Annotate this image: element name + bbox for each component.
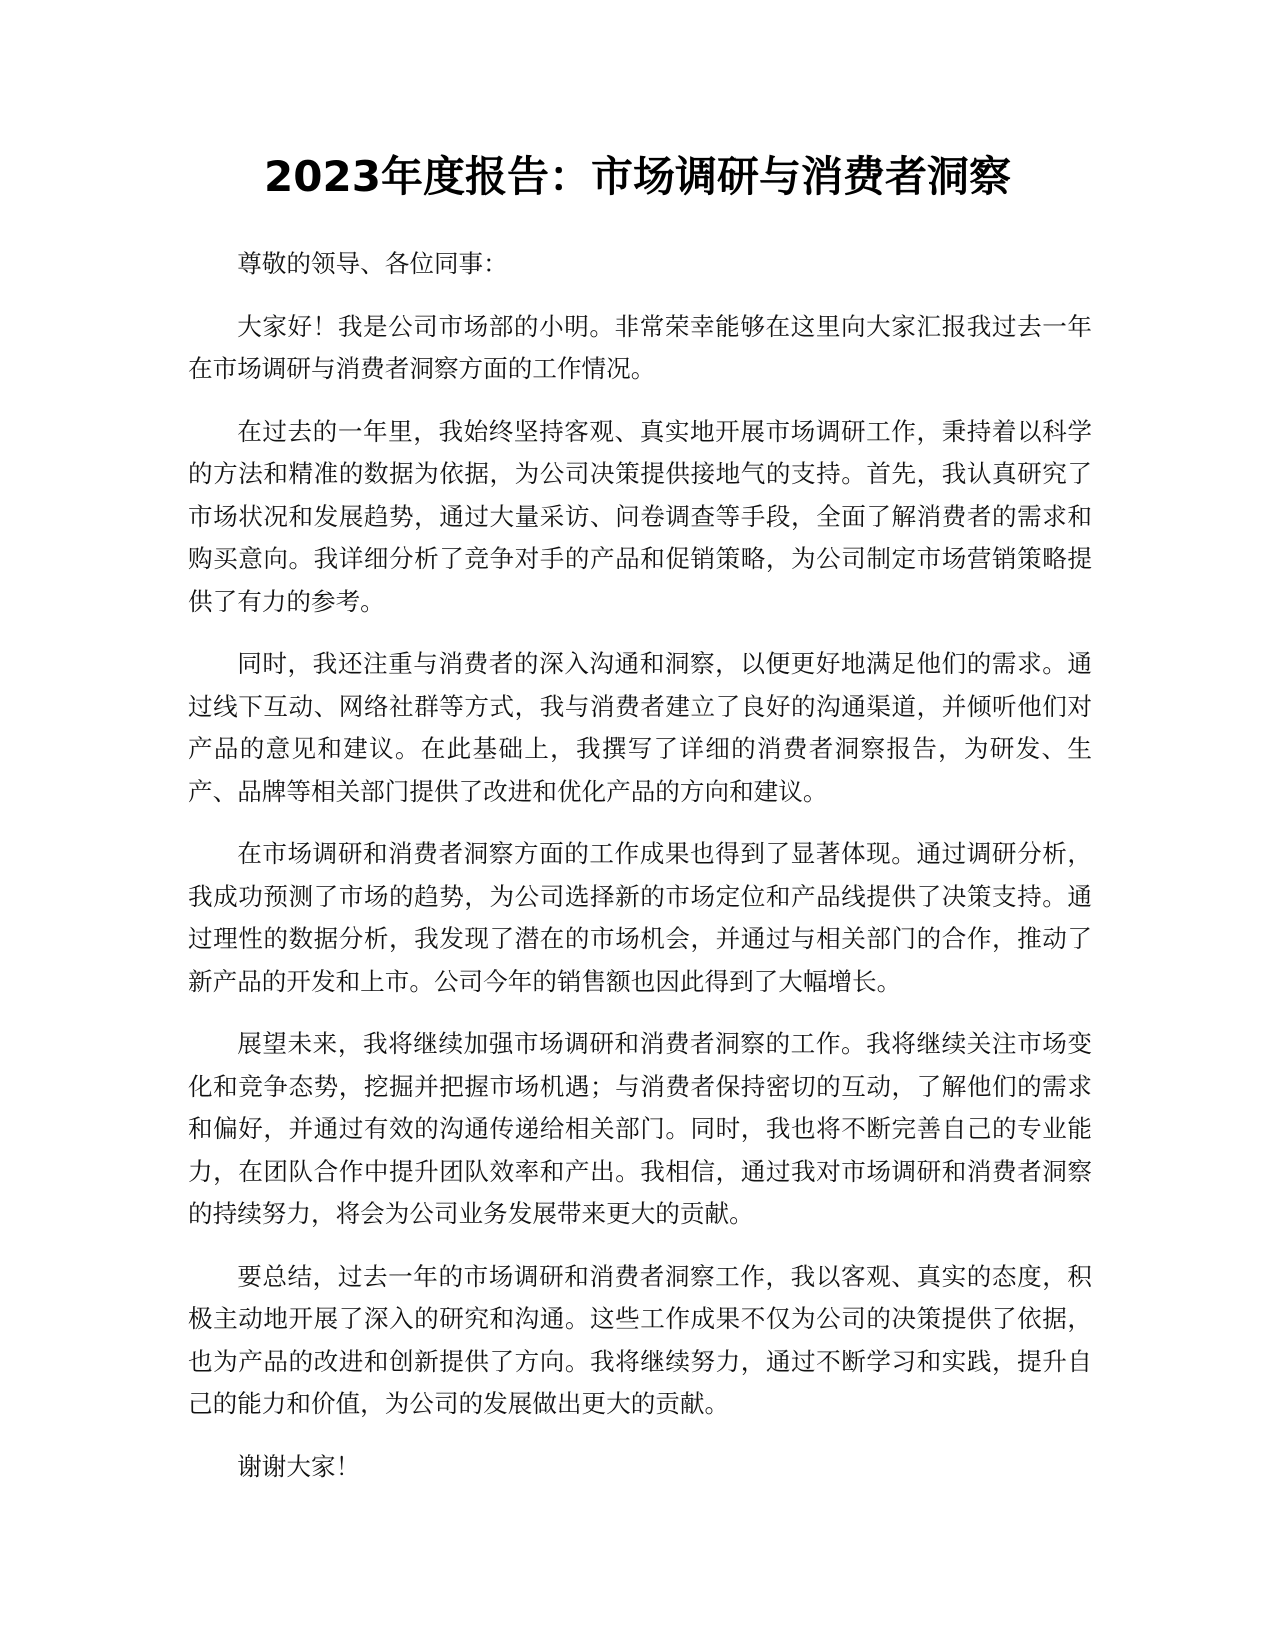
results-paragraph: 在市场调研和消费者洞察方面的工作成果也得到了显著体现。通过调研分析，我成功预测了市场的趋势，为公司选择新的市场定位和产品线提供了决策支持。通过理性的数据分析，我发现了潜在的市场机会，并通过与相关部门的合作，推动了新产品的开发和上市。公司今年的销售额也因此得到了大幅增长。 — [188, 839, 1092, 996]
salutation-paragraph: 尊敬的领导、各位同事： — [237, 249, 508, 278]
consumer-insight-paragraph: 同时，我还注重与消费者的深入沟通和洞察，以便更好地满足他们的需求。通过线下互动、网络社群等方式，我与消费者建立了良好的沟通渠道，并倾听他们对产品的意见和建议。在此基础上，我撰写了详细的消费者洞察报告，为研发、生产、品牌等相关部门提供了改进和优化产品的方向和建议。 — [188, 649, 1092, 806]
research-paragraph: 在过去的一年里，我始终坚持客观、真实地开展市场调研工作，秉持着以科学的方法和精准的数据为依据，为公司决策提供接地气的支持。首先，我认真研究了市场状况和发展趋势，通过大量采访、问卷调查等手段，全面了解消费者的需求和购买意向。我详细分析了竞争对手的产品和促销策略，为公司制定市场营销策略提供了有力的参考。 — [188, 416, 1092, 616]
closing-paragraph: 谢谢大家！ — [237, 1451, 361, 1481]
document-title: 2023年度报告：市场调研与消费者洞察 — [264, 152, 1011, 201]
intro-paragraph: 大家好！我是公司市场部的小明。非常荣幸能够在这里向大家汇报我过去一年在市场调研与消费者洞察方面的工作情况。 — [188, 311, 1092, 383]
document-body — [188, 243, 1092, 1508]
outlook-paragraph: 展望未来，我将继续加强市场调研和消费者洞察的工作。我将继续关注市场变化和竞争态势，挖掘并把握市场机遇；与消费者保持密切的互动，了解他们的需求和偏好，并通过有效的沟通传递给相关部门。同时，我也将不断完善自己的专业能力，在团队合作中提升团队效率和产出。我相信，通过我对市场调研和消费者洞察的持续努力，将会为公司业务发展带来更大的贡献。 — [188, 1029, 1092, 1228]
summary-paragraph: 要总结，过去一年的市场调研和消费者洞察工作，我以客观、真实的态度，积极主动地开展了深入的研究和沟通。这些工作成果不仅为公司的决策提供了依据，也为产品的改进和创新提供了方向。我将继续努力，通过不断学习和实践，提升自己的能力和价值，为公司的发展做出更大的贡献。 — [188, 1261, 1092, 1418]
